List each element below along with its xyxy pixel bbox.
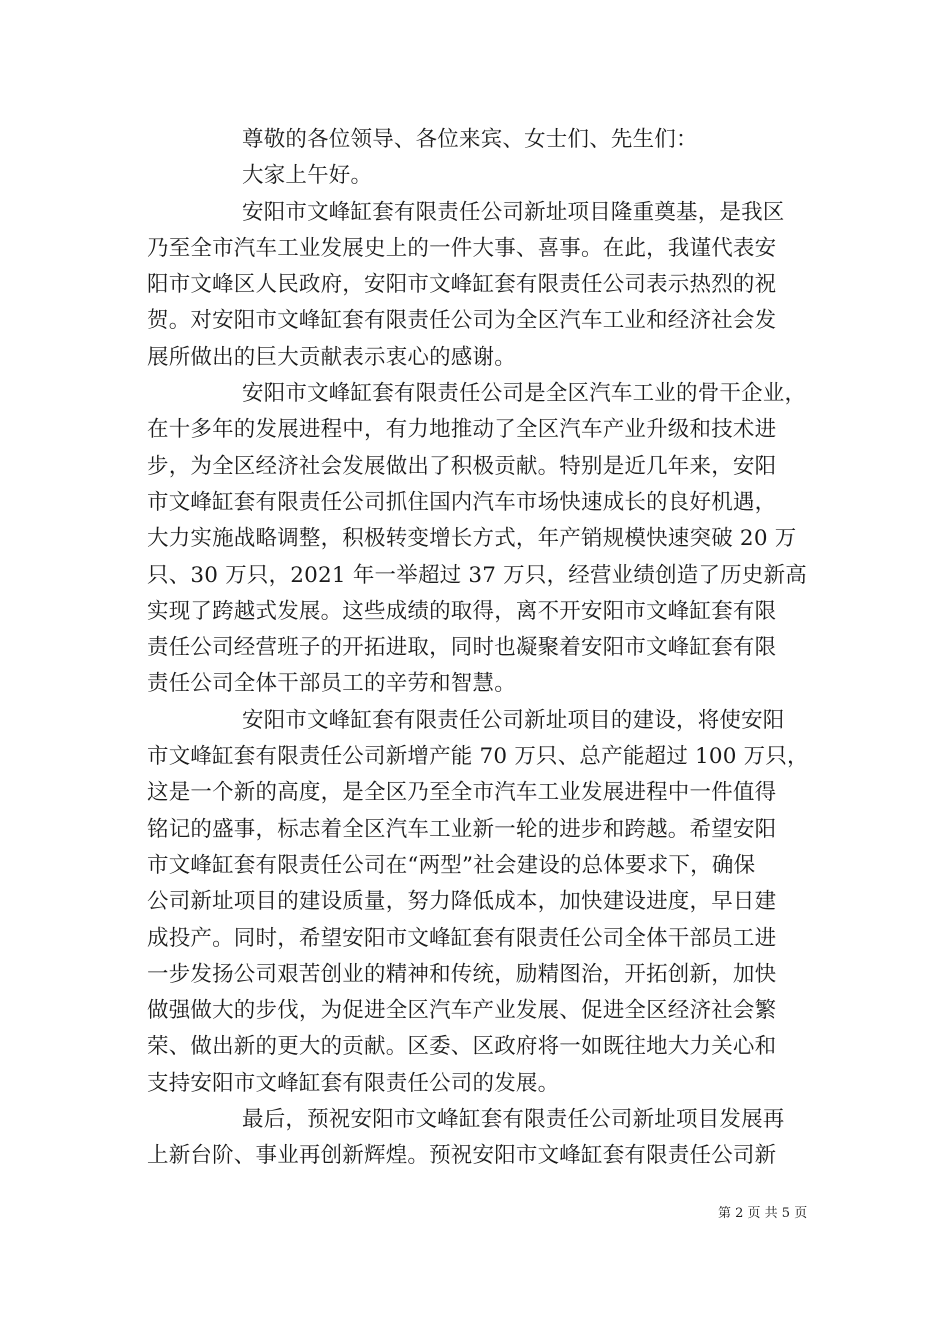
text-line: 市文峰缸套有限责任公司抓住国内汽车市场快速成长的良好机遇， (147, 489, 777, 515)
text-line: 公司新址项目的建设质量，努力降低成本，加快建设进度，早日建 (147, 889, 777, 915)
text-line: 责任公司经营班子的开拓进取，同时也凝聚着安阳市文峰缸套有限 (147, 635, 777, 661)
text-line: 铭记的盛事，标志着全区汽车工业新一轮的进步和跨越。希望安阳 (147, 816, 777, 842)
text-line: 只、30 万只，2021 年一举超过 37 万只，经营业绩创造了历史新高 (147, 562, 807, 588)
speech-body (147, 122, 807, 1175)
text-line: 成投产。同时，希望安阳市文峰缸套有限责任公司全体干部员工进 (147, 925, 777, 951)
text-line: 市文峰缸套有限责任公司在“两型”社会建设的总体要求下，确保 (147, 852, 756, 878)
text-line: 安阳市文峰缸套有限责任公司是全区汽车工业的骨干企业， (242, 381, 807, 407)
text-line: 荣、做出新的更大的贡献。区委、区政府将一如既往地大力关心和 (147, 1034, 777, 1060)
text-line: 步，为全区经济社会发展做出了积极贡献。特别是近几年来，安阳 (147, 453, 777, 479)
text-line: 市文峰缸套有限责任公司新增产能 70 万只、总产能超过 100 万只， (147, 744, 809, 770)
text-line: 做强做大的步伐，为促进全区汽车产业发展、促进全区经济社会繁 (147, 998, 777, 1024)
page-number: 第 2 页 共 5 页 (718, 1206, 808, 1221)
text-line: 实现了跨越式发展。这些成绩的取得，离不开安阳市文峰缸套有限 (147, 598, 777, 624)
text-line: 乃至全市汽车工业发展史上的一件大事、喜事。在此，我谨代表安 (147, 235, 777, 261)
text-line: 支持安阳市文峰缸套有限责任公司的发展。 (147, 1070, 560, 1096)
text-line: 大家上午好。 (242, 163, 373, 189)
text-line: 阳市文峰区人民政府，安阳市文峰缸套有限责任公司表示热烈的祝 (147, 272, 777, 298)
text-line: 贺。对安阳市文峰缸套有限责任公司为全区汽车工业和经济社会发 (147, 308, 777, 334)
text-line: 最后，预祝安阳市文峰缸套有限责任公司新址项目发展再 (242, 1107, 785, 1133)
text-line: 安阳市文峰缸套有限责任公司新址项目的建设，将使安阳 (242, 707, 785, 733)
text-line: 一步发扬公司艰苦创业的精神和传统，励精图治，开拓创新，加快 (147, 961, 777, 987)
text-line: 这是一个新的高度，是全区乃至全市汽车工业发展进程中一件值得 (147, 780, 777, 806)
text-line: 在十多年的发展进程中，有力地推动了全区汽车产业升级和技术进 (147, 417, 777, 443)
text-line: 尊敬的各位领导、各位来宾、女士们、先生们： (242, 127, 698, 152)
text-line: 安阳市文峰缸套有限责任公司新址项目隆重奠基，是我区 (242, 199, 785, 225)
text-line: 责任公司全体干部员工的辛劳和智慧。 (147, 671, 516, 697)
text-line: 大力实施战略调整，积极转变增长方式，年产销规模快速突破 20 万 (147, 526, 797, 552)
text-line: 展所做出的巨大贡献表示衷心的感谢。 (147, 344, 516, 370)
text-line: 上新台阶、事业再创新辉煌。预祝安阳市文峰缸套有限责任公司新 (147, 1143, 777, 1169)
